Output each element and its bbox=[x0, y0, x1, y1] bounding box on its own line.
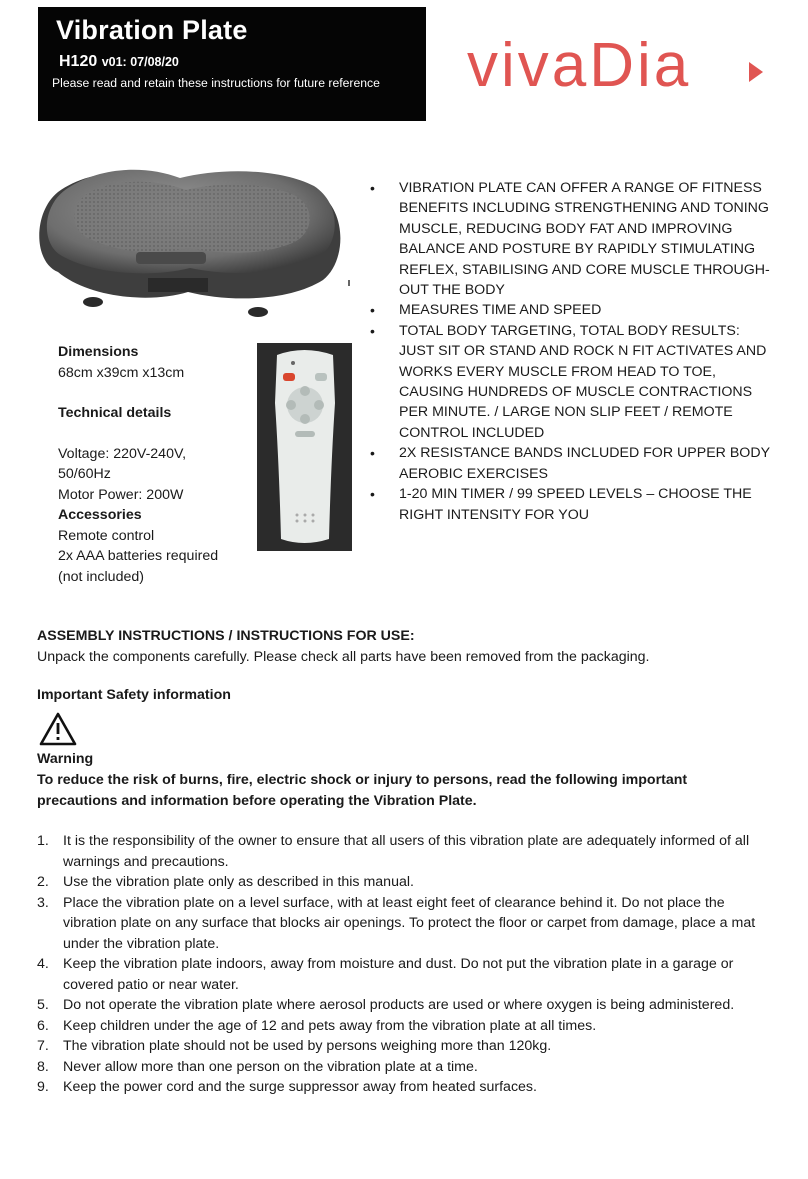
safety-rules-list bbox=[37, 831, 777, 1098]
svg-text:vivaDia: vivaDia bbox=[467, 32, 692, 100]
dimensions-label: Dimensions bbox=[58, 344, 139, 360]
technical-details-label: Technical details bbox=[58, 405, 172, 421]
accessory-item: 2x AAA batteries required bbox=[58, 548, 219, 564]
rule-number: 2. bbox=[37, 874, 49, 890]
rule-text: Never allow more than one person on the vibration plate at a time. bbox=[63, 1058, 478, 1075]
list-item bbox=[37, 1057, 777, 1078]
vibration-plate-image bbox=[28, 152, 356, 324]
header-banner bbox=[38, 7, 426, 121]
dimensions-value: 68cm x39cm x13cm bbox=[58, 364, 185, 381]
remote-control-image bbox=[257, 343, 352, 551]
voltage-line2: 50/60Hz bbox=[58, 466, 111, 482]
voltage-line1: Voltage: 220V-240V, bbox=[58, 445, 187, 462]
feature-item: • VIBRATION PLATE CAN OFFER A RANGE OF FITNESS BENEFITS INCLUDING STRENGTHENING AND TONING MUSCLE, REDUCING BODY FAT AND IMPROVING BALANCE AND POSTURE BY RAPIDLY STIMULATING REFLEX, STABILISING AND CORE MUSCLE THROUGH-OUT THE BODY bbox=[370, 178, 770, 300]
rule-text: It is the responsibility of the owner to ensure that all users of this vibration plate are adequately informed of all warnings and precautions. bbox=[63, 833, 750, 870]
rule-number: 1. bbox=[37, 833, 49, 849]
rule-text: Keep children under the age of 12 and pets away from the vibration plate at all times. bbox=[63, 1017, 597, 1034]
accessory-item: Remote control bbox=[58, 527, 155, 544]
rule-text: Do not operate the vibration plate where aerosol products are used or where oxygen is being administered. bbox=[63, 997, 735, 1013]
feature-item: • MEASURES TIME AND SPEED bbox=[370, 300, 770, 320]
rule-number: 7. bbox=[37, 1038, 49, 1054]
list-item bbox=[37, 893, 777, 955]
rule-text: The vibration plate should not be used by persons weighing more than 120kg. bbox=[63, 1038, 552, 1054]
warning-heading: Warning bbox=[37, 751, 94, 767]
safety-heading: Important Safety information bbox=[37, 687, 231, 703]
rule-text: Keep the vibration plate indoors, away from moisture and dust. Do not put the vibration plate in a garage or covered patio or near water. bbox=[63, 956, 734, 993]
list-item bbox=[37, 872, 777, 893]
list-item bbox=[37, 1036, 777, 1057]
feature-list bbox=[370, 178, 770, 525]
model-number bbox=[59, 53, 179, 71]
warning-triangle-icon bbox=[38, 711, 78, 747]
rule-text: Place the vibration plate on a level surface, with at least eight feet of clearance behind it. Do not place the vibration plate on any surface that blocks air openings. To protect the floor or carpet from damage, place a mat under the vibration plate. bbox=[63, 894, 756, 952]
brand-logo bbox=[465, 32, 770, 102]
retain-note: Please read and retain these instructions for future reference bbox=[52, 76, 380, 90]
list-item bbox=[37, 831, 777, 872]
rule-text: Keep the power cord and the surge suppressor away from heated surfaces. bbox=[63, 1079, 537, 1095]
rule-number: 9. bbox=[37, 1079, 49, 1095]
motor-power: Motor Power: 200W bbox=[58, 486, 184, 503]
list-item bbox=[37, 1016, 777, 1037]
rule-number: 8. bbox=[37, 1058, 49, 1075]
rule-number: 6. bbox=[37, 1017, 49, 1034]
product-specs bbox=[58, 342, 258, 587]
brand-logo-icon bbox=[465, 32, 770, 102]
rule-text: Use the vibration plate only as described in this manual. bbox=[63, 874, 414, 890]
accessory-item: (not included) bbox=[58, 568, 144, 585]
rule-number: 3. bbox=[37, 894, 49, 911]
model-code: H120 bbox=[59, 53, 98, 70]
warning-text: To reduce the risk of burns, fire, electric shock or injury to persons, read the following important precautions and information before operating the Vibration Plate. bbox=[37, 772, 688, 809]
rule-number: 4. bbox=[37, 956, 49, 972]
assembly-text: Unpack the components carefully. Please check all parts have been removed from the packaging. bbox=[37, 649, 650, 665]
feature-item: • 1-20 MIN TIMER / 99 SPEED LEVELS – CHOOSE THE RIGHT INTENSITY FOR YOU bbox=[370, 484, 770, 525]
feature-item: • 2X RESISTANCE BANDS INCLUDED FOR UPPER BODY AEROBIC EXERCISES bbox=[370, 443, 770, 484]
feature-item: • TOTAL BODY TARGETING, TOTAL BODY RESULTS: JUST SIT OR STAND AND ROCK N FIT ACTIVATES AND WORKS EVERY MUSCLE FROM HEAD TO TOE, CAUSING HUNDREDS OF MUSCLE CONTRACTIONS PER MINUTE. / LARGE NON SLIP FEET / REMOTE CONTROL INCLUDED bbox=[370, 321, 770, 443]
list-item bbox=[37, 995, 777, 1016]
assembly-heading: ASSEMBLY INSTRUCTIONS / INSTRUCTIONS FOR USE: bbox=[37, 628, 415, 644]
accessories-label: Accessories bbox=[58, 507, 142, 523]
document-title: Vibration Plate bbox=[56, 15, 248, 45]
version-code: v01: 07/08/20 bbox=[101, 55, 179, 69]
list-item bbox=[37, 1077, 777, 1098]
rule-number: 5. bbox=[37, 997, 49, 1013]
list-item bbox=[37, 954, 777, 995]
